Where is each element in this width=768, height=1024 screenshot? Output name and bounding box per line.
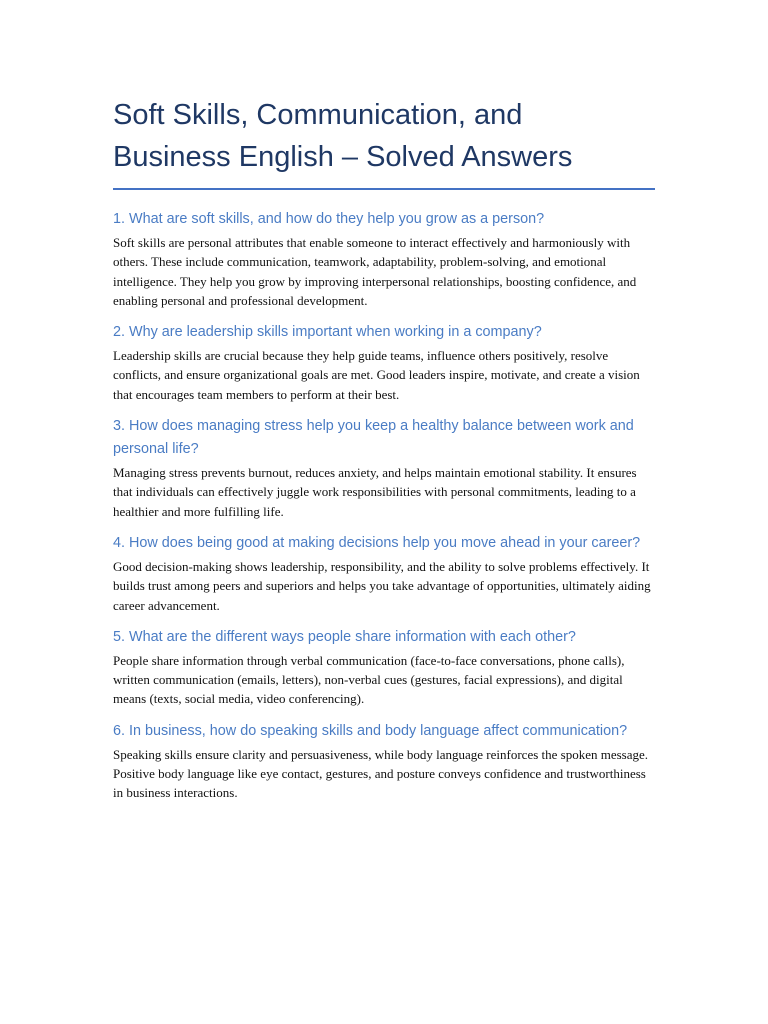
question-heading: 5. What are the different ways people share information with each other? [113,628,576,645]
qa-item-4 [113,532,655,615]
question-heading: 2. Why are leadership skills important when working in a company? [113,324,542,341]
title-line-1: Soft Skills, Communication, and [113,99,523,131]
qa-list [113,208,655,803]
answer-paragraph: Managing stress prevents burnout, reduces anxiety, and helps maintain emotional stability. It ensures that individuals can effectively juggle work responsibilities with personal commitments, leading to a healthier and more fulfilling life. [113,465,637,519]
answer-paragraph: Good decision-making shows leadership, responsibility, and the ability to solve problems effectively. It builds trust among peers and superiors and helps you take advantage of opportunities, ultimately aiding career advancement. [113,558,651,613]
title-line-2: Business English – Solved Answers [113,141,573,173]
answer-paragraph: Soft skills are personal attributes that enable someone to interact effectively and harmoniously with others. These include communication, teamwork, adaptability, problem-solving, and emotional intelligence. They help you grow by improving interpersonal relationships, boosting confidence, and enabling personal and professional development. [113,235,637,308]
qa-item-1 [113,208,655,310]
qa-item-3 [113,415,655,521]
question-heading: 6. In business, how do speaking skills and body language affect communication? [113,722,628,739]
answer-paragraph: Leadership skills are crucial because they help guide teams, influence others positively, resolve conflicts, and ensure organizational goals are met. Good leaders inspire, motivate, and create a vision that encourages team members to perform at their best. [113,348,640,402]
title-underline-rule [113,188,655,190]
qa-item-5 [113,626,655,709]
qa-item-6 [113,720,655,803]
question-heading: 4. How does being good at making decisions help you move ahead in your career? [113,534,641,551]
answer-paragraph: Speaking skills ensure clarity and persuasiveness, while body language reinforces the spoken message. Positive body language like eye contact, gestures, and posture conveys confidence and trustworthiness in business interactions. [113,746,649,801]
document-title [113,94,655,188]
qa-item-2 [113,321,655,404]
question-heading: 3. How does managing stress help you keep a healthy balance between work and personal life? [113,418,634,458]
question-heading: 1. What are soft skills, and how do they help you grow as a person? [113,211,545,227]
answer-paragraph: People share information through verbal communication (face-to-face conversations, phone calls), written communication (emails, letters), non-verbal cues (gestures, facial expressions), and digital means (texts, social media, video conferencing). [113,652,625,707]
